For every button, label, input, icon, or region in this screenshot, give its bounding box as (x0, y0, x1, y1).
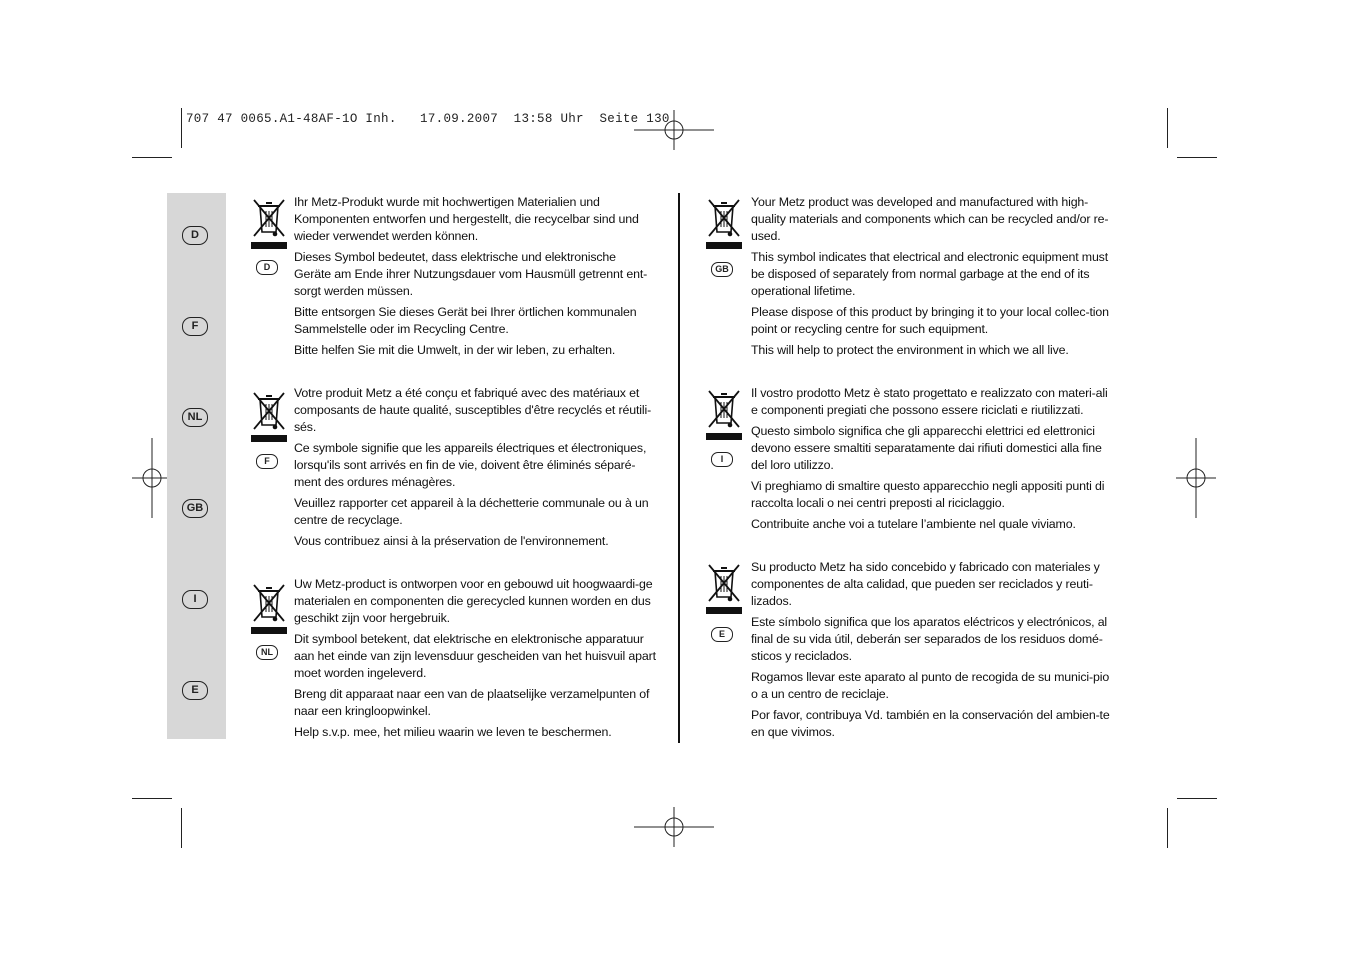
language-tab-f[interactable]: F (182, 317, 208, 336)
crossed-out-wheeled-bin-icon (251, 196, 287, 250)
crop-mark (132, 157, 172, 158)
paragraph: This symbol indicates that electrical and electronic equipment must be disposed of separately from normal garbage at the end of its operational lifetime. (751, 250, 1109, 298)
paragraph: Dieses Symbol bedeutet, dass elektrische und elektronische Geräte am Ende ihrer Nutzungsdauer vom Hausmüll getrennt ent-sorgt werden müssen. (294, 250, 648, 298)
crop-mark (1167, 108, 1168, 148)
crossed-out-wheeled-bin-icon (251, 581, 287, 635)
paragraph: Uw Metz-product is ontworpen voor en gebouwd uit hoogwaardi-ge materialen en componenten die gerecycled kunnen worden en dus geschikt zijn voor hergebruik. (294, 577, 653, 625)
paragraph: Este símbolo significa que los aparatos eléctricos y electrónicos, al final de su vida útil, deberán ser separados de los residuos domé-sticos y reciclados. (751, 615, 1108, 663)
paragraph: Please dispose of this product by bringing it to your local collec-tion point or recycling centre for such equipment. (751, 305, 1109, 336)
recycling-section-d (294, 194, 656, 363)
language-badge-d: D (256, 260, 278, 275)
language-tab-gb[interactable]: GB (182, 499, 208, 518)
language-badge-gb: GB (711, 262, 733, 277)
paragraph: Ce symbole signifie que les appareils électriques et électroniques, lorsqu'ils sont arrivés en fin de vie, doivent être éliminés séparé-ment des ordures ménagères. (294, 441, 647, 489)
recycling-section-nl (294, 576, 656, 745)
recycling-section-i (751, 385, 1113, 537)
crosshair-registration-mark-icon (634, 110, 714, 150)
language-badge-e: E (711, 627, 733, 642)
paragraph: Veuillez rapporter cet appareil à la déchetterie communale ou à un centre de recyclage. (294, 496, 649, 527)
paragraph: Help s.v.p. mee, het milieu waarin we leven te beschermen. (294, 725, 612, 739)
paragraph: Breng dit apparaat naar een van de plaatselijke verzamelpunten of naar een kringloopwinkel. (294, 687, 650, 718)
language-sidebar (167, 193, 226, 739)
paragraph: Your Metz product was developed and manufactured with high-quality materials and components which can be recycled and/or re-used. (751, 195, 1109, 243)
language-tab-e[interactable]: E (182, 681, 208, 700)
crop-mark (181, 808, 182, 848)
paragraph: Bitte entsorgen Sie dieses Gerät bei Ihrer örtlichen kommunalen Sammelstelle oder im Recycling Centre. (294, 305, 637, 336)
crop-mark (1177, 798, 1217, 799)
paragraph: Contribuite anche voi a tutelare l’ambiente nel quale viviamo. (751, 517, 1076, 531)
crop-mark (1167, 808, 1168, 848)
crossed-out-wheeled-bin-icon (706, 561, 742, 615)
language-badge-i: I (711, 452, 733, 467)
paragraph: Por favor, contribuya Vd. también en la conservación del ambien-te en que vivimos. (751, 708, 1110, 739)
paragraph: Bitte helfen Sie mit die Umwelt, in der wir leben, zu erhalten. (294, 343, 616, 357)
paragraph: Ihr Metz-Produkt wurde mit hochwertigen Materialien und Komponenten entworfen und hergestellt, die recycelbar sind und wieder verwendet werden können. (294, 195, 639, 243)
crossed-out-wheeled-bin-icon (251, 389, 287, 443)
paragraph: Vi preghiamo di smaltire questo apparecchio negli appositi punti di raccolta locali o nei centri preposti al riciclaggio. (751, 479, 1105, 510)
crosshair-registration-mark-icon (634, 807, 714, 847)
language-tab-d[interactable]: D (182, 226, 208, 245)
crop-mark (181, 108, 182, 148)
paragraph: Il vostro prodotto Metz è stato progettato e realizzato con materi-ali e componenti pregiati che possono essere riciclati e riutilizzati. (751, 386, 1108, 417)
paragraph: Rogamos llevar este aparato al punto de recogida de su munici-pio o a un centro de reciclaje. (751, 670, 1110, 701)
crop-mark (132, 798, 172, 799)
recycling-section-f (294, 385, 656, 554)
crosshair-registration-mark-icon (1176, 438, 1216, 518)
paragraph: Votre produit Metz a été conçu et fabriqué avec des matériaux et composants de haute qualité, susceptibles d'être recyclés et réutili-sés. (294, 386, 652, 434)
crossed-out-wheeled-bin-icon (706, 196, 742, 250)
recycling-section-e (751, 559, 1113, 745)
paragraph: Vous contribuez ainsi à la préservation de l'environnement. (294, 534, 609, 548)
crosshair-registration-mark-icon (132, 438, 172, 518)
print-header: 707 47 0065.A1-48AF-1O Inh. 17.09.2007 13:58 Uhr Seite 130 (186, 112, 670, 126)
paragraph: Su producto Metz ha sido concebido y fabricado con materiales y componentes de alta calidad, que pueden ser reciclados y reuti-lizados. (751, 560, 1100, 608)
language-tab-nl[interactable]: NL (182, 408, 208, 427)
column-divider (678, 193, 680, 743)
crossed-out-wheeled-bin-icon (706, 387, 742, 441)
paragraph: Questo simbolo significa che gli apparecchi elettrici ed elettronici devono essere smaltiti separatamente dai rifiuti domestici alla fine del loro utilizzo. (751, 424, 1102, 472)
crop-mark (1177, 157, 1217, 158)
recycling-section-gb (751, 194, 1113, 363)
language-badge-f: F (256, 454, 278, 469)
language-badge-nl: NL (256, 645, 278, 660)
language-tab-i[interactable]: I (182, 590, 208, 609)
paragraph: Dit symbool betekent, dat elektrische en elektronische apparatuur aan het einde van zijn levensduur gescheiden van het huisvuil apart moet worden ingeleverd. (294, 632, 656, 680)
paragraph: This will help to protect the environment in which we all live. (751, 343, 1069, 357)
